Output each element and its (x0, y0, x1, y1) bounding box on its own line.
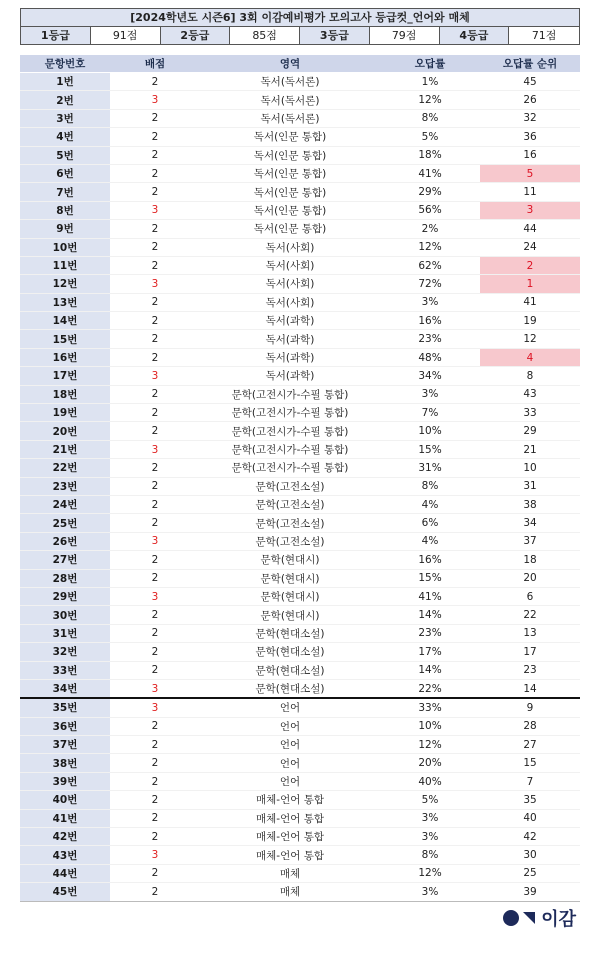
area-cell: 독서(과학) (200, 312, 380, 330)
question-number-cell: 20번 (20, 422, 110, 440)
error-rate-cell: 10% (380, 422, 480, 440)
area-cell: 문학(현대시) (200, 606, 380, 624)
table-row (20, 772, 580, 790)
area-cell: 문학(현대소설) (200, 624, 380, 642)
question-number-cell: 23번 (20, 477, 110, 495)
table-row (20, 238, 580, 256)
area-cell: 문학(고전시가-수필 통합) (200, 422, 380, 440)
table-row (20, 330, 580, 348)
points-cell: 2 (110, 736, 200, 754)
question-number-cell: 13번 (20, 293, 110, 311)
points-cell: 2 (110, 477, 200, 495)
points-cell: 2 (110, 828, 200, 846)
error-rank-cell: 10 (480, 459, 580, 477)
table-row (20, 146, 580, 164)
error-rate-cell: 16% (380, 551, 480, 569)
error-rate-cell: 8% (380, 109, 480, 127)
table-row (20, 846, 580, 864)
table-row (20, 109, 580, 127)
table-row (20, 91, 580, 109)
table-row (20, 828, 580, 846)
column-header-area: 영역 (200, 55, 380, 73)
error-rate-cell: 23% (380, 330, 480, 348)
area-cell: 독서(사회) (200, 256, 380, 274)
question-number-cell: 6번 (20, 164, 110, 182)
area-cell: 매체-언어 통합 (200, 809, 380, 827)
error-rank-cell: 45 (480, 73, 580, 91)
error-rate-cell: 22% (380, 679, 480, 698)
error-rank-cell: 33 (480, 404, 580, 422)
error-rate-cell: 48% (380, 348, 480, 366)
points-cell: 2 (110, 220, 200, 238)
grade-label: 3등급 (300, 27, 370, 44)
points-cell: 2 (110, 183, 200, 201)
points-cell: 3 (110, 679, 200, 698)
error-rate-cell: 12% (380, 736, 480, 754)
error-rate-cell: 20% (380, 754, 480, 772)
table-row (20, 736, 580, 754)
table-row (20, 717, 580, 735)
points-cell: 2 (110, 128, 200, 146)
question-number-cell: 27번 (20, 551, 110, 569)
table-row (20, 440, 580, 458)
area-cell: 문학(현대시) (200, 587, 380, 605)
area-cell: 독서(과학) (200, 367, 380, 385)
error-rank-cell: 16 (480, 146, 580, 164)
points-cell: 2 (110, 717, 200, 735)
points-cell: 2 (110, 312, 200, 330)
question-number-cell: 39번 (20, 772, 110, 790)
error-rank-cell: 13 (480, 624, 580, 642)
error-rank-cell: 7 (480, 772, 580, 790)
error-rank-cell: 27 (480, 736, 580, 754)
error-rank-cell: 38 (480, 495, 580, 513)
question-number-cell: 31번 (20, 624, 110, 642)
error-rate-cell: 12% (380, 91, 480, 109)
area-cell: 매체 (200, 864, 380, 882)
points-cell: 2 (110, 73, 200, 91)
area-cell: 문학(고전소설) (200, 477, 380, 495)
question-number-cell: 37번 (20, 736, 110, 754)
error-rate-cell: 41% (380, 587, 480, 605)
question-number-cell: 2번 (20, 91, 110, 109)
points-cell: 2 (110, 772, 200, 790)
error-rank-cell: 11 (480, 183, 580, 201)
brand-logo (503, 905, 576, 931)
error-rank-cell: 2 (480, 256, 580, 274)
error-rank-cell: 40 (480, 809, 580, 827)
area-cell: 언어 (200, 754, 380, 772)
table-row (20, 422, 580, 440)
area-cell: 문학(고전시가-수필 통합) (200, 404, 380, 422)
table-row (20, 551, 580, 569)
points-cell: 2 (110, 348, 200, 366)
grade-label: 2등급 (161, 27, 231, 44)
points-cell: 2 (110, 293, 200, 311)
table-row (20, 459, 580, 477)
area-cell: 언어 (200, 698, 380, 717)
error-rate-cell: 62% (380, 256, 480, 274)
error-rate-cell: 18% (380, 146, 480, 164)
error-rate-cell: 1% (380, 73, 480, 91)
error-rank-cell: 4 (480, 348, 580, 366)
grade-cut-bar (20, 26, 580, 45)
table-row (20, 220, 580, 238)
points-cell: 3 (110, 698, 200, 717)
question-number-cell: 28번 (20, 569, 110, 587)
error-rank-cell: 44 (480, 220, 580, 238)
error-rate-cell: 33% (380, 698, 480, 717)
question-number-cell: 16번 (20, 348, 110, 366)
table-row (20, 256, 580, 274)
error-rank-cell: 36 (480, 128, 580, 146)
table-row (20, 275, 580, 293)
error-rank-cell: 29 (480, 422, 580, 440)
error-rank-cell: 32 (480, 109, 580, 127)
table-header-row (20, 55, 580, 73)
table-row (20, 348, 580, 366)
error-rank-cell: 26 (480, 91, 580, 109)
points-cell: 2 (110, 495, 200, 513)
table-row (20, 606, 580, 624)
table-row (20, 809, 580, 827)
error-rate-cell: 23% (380, 624, 480, 642)
question-number-cell: 17번 (20, 367, 110, 385)
question-number-cell: 40번 (20, 791, 110, 809)
item-stats-table (20, 55, 580, 902)
area-cell: 독서(독서론) (200, 73, 380, 91)
question-number-cell: 8번 (20, 201, 110, 219)
error-rank-cell: 42 (480, 828, 580, 846)
table-row (20, 643, 580, 661)
table-row (20, 569, 580, 587)
points-cell: 2 (110, 109, 200, 127)
area-cell: 문학(고전시가-수필 통합) (200, 385, 380, 403)
table-row (20, 404, 580, 422)
error-rate-cell: 3% (380, 293, 480, 311)
area-cell: 매체-언어 통합 (200, 791, 380, 809)
column-header-points: 배점 (110, 55, 200, 73)
points-cell: 3 (110, 440, 200, 458)
points-cell: 3 (110, 275, 200, 293)
area-cell: 독서(인문 통합) (200, 201, 380, 219)
error-rate-cell: 17% (380, 643, 480, 661)
points-cell: 3 (110, 532, 200, 550)
brand-name: 이감 (541, 909, 576, 930)
points-cell: 2 (110, 164, 200, 182)
grade-score: 91점 (91, 27, 161, 44)
table-row (20, 183, 580, 201)
question-number-cell: 9번 (20, 220, 110, 238)
table-row (20, 495, 580, 513)
igam-logo-icon (503, 910, 519, 926)
points-cell: 2 (110, 330, 200, 348)
points-cell: 2 (110, 385, 200, 403)
points-cell: 2 (110, 256, 200, 274)
error-rate-cell: 6% (380, 514, 480, 532)
points-cell: 2 (110, 791, 200, 809)
table-row (20, 698, 580, 717)
error-rank-cell: 39 (480, 883, 580, 901)
logo-triangle-icon (523, 912, 535, 924)
grade-score: 79점 (370, 27, 440, 44)
error-rank-cell: 18 (480, 551, 580, 569)
area-cell: 매체 (200, 883, 380, 901)
table-row (20, 477, 580, 495)
points-cell: 2 (110, 404, 200, 422)
error-rate-cell: 40% (380, 772, 480, 790)
error-rate-cell: 7% (380, 404, 480, 422)
area-cell: 독서(인문 통합) (200, 128, 380, 146)
error-rank-cell: 1 (480, 275, 580, 293)
table-row (20, 73, 580, 91)
area-cell: 독서(인문 통합) (200, 220, 380, 238)
error-rate-cell: 3% (380, 809, 480, 827)
points-cell: 2 (110, 754, 200, 772)
error-rank-cell: 5 (480, 164, 580, 182)
question-number-cell: 12번 (20, 275, 110, 293)
grade-score: 71점 (509, 27, 579, 44)
area-cell: 문학(고전소설) (200, 532, 380, 550)
table-row (20, 864, 580, 882)
points-cell: 2 (110, 422, 200, 440)
area-cell: 언어 (200, 772, 380, 790)
points-cell: 3 (110, 367, 200, 385)
error-rate-cell: 14% (380, 606, 480, 624)
grade-label: 1등급 (21, 27, 91, 44)
area-cell: 독서(사회) (200, 238, 380, 256)
error-rate-cell: 2% (380, 220, 480, 238)
error-rate-cell: 15% (380, 569, 480, 587)
question-number-cell: 7번 (20, 183, 110, 201)
question-number-cell: 22번 (20, 459, 110, 477)
error-rate-cell: 12% (380, 864, 480, 882)
question-number-cell: 1번 (20, 73, 110, 91)
error-rank-cell: 43 (480, 385, 580, 403)
question-number-cell: 43번 (20, 846, 110, 864)
error-rate-cell: 56% (380, 201, 480, 219)
table-row (20, 128, 580, 146)
error-rate-cell: 4% (380, 495, 480, 513)
points-cell: 2 (110, 146, 200, 164)
grade-score: 85점 (230, 27, 300, 44)
error-rate-cell: 72% (380, 275, 480, 293)
points-cell: 3 (110, 91, 200, 109)
points-cell: 2 (110, 624, 200, 642)
area-cell: 독서(인문 통합) (200, 183, 380, 201)
points-cell: 2 (110, 238, 200, 256)
question-number-cell: 45번 (20, 883, 110, 901)
question-number-cell: 4번 (20, 128, 110, 146)
area-cell: 언어 (200, 736, 380, 754)
error-rank-cell: 25 (480, 864, 580, 882)
question-number-cell: 41번 (20, 809, 110, 827)
error-rank-cell: 28 (480, 717, 580, 735)
error-rank-cell: 17 (480, 643, 580, 661)
question-number-cell: 10번 (20, 238, 110, 256)
question-number-cell: 36번 (20, 717, 110, 735)
question-number-cell: 3번 (20, 109, 110, 127)
error-rate-cell: 3% (380, 828, 480, 846)
question-number-cell: 14번 (20, 312, 110, 330)
area-cell: 문학(현대시) (200, 551, 380, 569)
error-rate-cell: 15% (380, 440, 480, 458)
error-rate-cell: 8% (380, 477, 480, 495)
question-number-cell: 33번 (20, 661, 110, 679)
error-rank-cell: 22 (480, 606, 580, 624)
points-cell: 3 (110, 587, 200, 605)
error-rank-cell: 9 (480, 698, 580, 717)
area-cell: 매체-언어 통합 (200, 846, 380, 864)
table-row (20, 661, 580, 679)
error-rank-cell: 3 (480, 201, 580, 219)
area-cell: 문학(현대소설) (200, 661, 380, 679)
area-cell: 문학(고전시가-수필 통합) (200, 440, 380, 458)
points-cell: 2 (110, 883, 200, 901)
question-number-cell: 11번 (20, 256, 110, 274)
table-row (20, 883, 580, 901)
area-cell: 독서(독서론) (200, 91, 380, 109)
points-cell: 2 (110, 514, 200, 532)
error-rank-cell: 12 (480, 330, 580, 348)
error-rate-cell: 12% (380, 238, 480, 256)
error-rank-cell: 21 (480, 440, 580, 458)
error-rate-cell: 16% (380, 312, 480, 330)
question-number-cell: 38번 (20, 754, 110, 772)
area-cell: 문학(고전시가-수필 통합) (200, 459, 380, 477)
area-cell: 독서(과학) (200, 330, 380, 348)
error-rate-cell: 4% (380, 532, 480, 550)
error-rank-cell: 30 (480, 846, 580, 864)
error-rate-cell: 3% (380, 385, 480, 403)
error-rank-cell: 34 (480, 514, 580, 532)
error-rate-cell: 8% (380, 846, 480, 864)
column-header-number: 문항번호 (20, 55, 110, 73)
area-cell: 매체-언어 통합 (200, 828, 380, 846)
table-row (20, 754, 580, 772)
error-rank-cell: 41 (480, 293, 580, 311)
area-cell: 문학(고전소설) (200, 495, 380, 513)
points-cell: 2 (110, 661, 200, 679)
table-row (20, 293, 580, 311)
error-rank-cell: 20 (480, 569, 580, 587)
area-cell: 문학(현대소설) (200, 679, 380, 698)
error-rank-cell: 8 (480, 367, 580, 385)
column-header-error-rate: 오답률 (380, 55, 480, 73)
area-cell: 언어 (200, 717, 380, 735)
table-row (20, 514, 580, 532)
table-row (20, 532, 580, 550)
question-number-cell: 18번 (20, 385, 110, 403)
table-row (20, 679, 580, 698)
error-rate-cell: 10% (380, 717, 480, 735)
area-cell: 문학(고전소설) (200, 514, 380, 532)
question-number-cell: 15번 (20, 330, 110, 348)
points-cell: 2 (110, 606, 200, 624)
points-cell: 2 (110, 643, 200, 661)
error-rank-cell: 37 (480, 532, 580, 550)
question-number-cell: 34번 (20, 679, 110, 698)
table-row (20, 791, 580, 809)
area-cell: 독서(사회) (200, 275, 380, 293)
area-cell: 독서(독서론) (200, 109, 380, 127)
area-cell: 문학(현대소설) (200, 643, 380, 661)
table-row (20, 624, 580, 642)
error-rate-cell: 41% (380, 164, 480, 182)
area-cell: 독서(과학) (200, 348, 380, 366)
error-rate-cell: 5% (380, 128, 480, 146)
error-rate-cell: 29% (380, 183, 480, 201)
grade-cut-sheet (20, 8, 580, 902)
table-row (20, 587, 580, 605)
points-cell: 2 (110, 551, 200, 569)
points-cell: 2 (110, 569, 200, 587)
error-rate-cell: 31% (380, 459, 480, 477)
question-number-cell: 19번 (20, 404, 110, 422)
table-row (20, 312, 580, 330)
error-rank-cell: 24 (480, 238, 580, 256)
column-header-error-rank: 오답률 순위 (480, 55, 580, 73)
question-number-cell: 26번 (20, 532, 110, 550)
question-number-cell: 5번 (20, 146, 110, 164)
question-number-cell: 29번 (20, 587, 110, 605)
table-row (20, 201, 580, 219)
area-cell: 독서(사회) (200, 293, 380, 311)
error-rate-cell: 5% (380, 791, 480, 809)
page-title: [2024학년도 시즌6] 3회 이감예비평가 모의고사 등급컷_언어와 매체 (20, 8, 580, 26)
question-number-cell: 35번 (20, 698, 110, 717)
error-rank-cell: 35 (480, 791, 580, 809)
error-rank-cell: 14 (480, 679, 580, 698)
points-cell: 3 (110, 201, 200, 219)
question-number-cell: 44번 (20, 864, 110, 882)
area-cell: 독서(인문 통합) (200, 146, 380, 164)
question-number-cell: 25번 (20, 514, 110, 532)
error-rank-cell: 31 (480, 477, 580, 495)
error-rank-cell: 19 (480, 312, 580, 330)
table-row (20, 164, 580, 182)
points-cell: 3 (110, 846, 200, 864)
error-rank-cell: 23 (480, 661, 580, 679)
error-rate-cell: 3% (380, 883, 480, 901)
grade-label: 4등급 (440, 27, 510, 44)
question-number-cell: 42번 (20, 828, 110, 846)
error-rank-cell: 6 (480, 587, 580, 605)
points-cell: 2 (110, 809, 200, 827)
error-rank-cell: 15 (480, 754, 580, 772)
error-rate-cell: 14% (380, 661, 480, 679)
table-row (20, 367, 580, 385)
question-number-cell: 21번 (20, 440, 110, 458)
question-number-cell: 30번 (20, 606, 110, 624)
question-number-cell: 24번 (20, 495, 110, 513)
points-cell: 2 (110, 864, 200, 882)
error-rate-cell: 34% (380, 367, 480, 385)
area-cell: 문학(현대시) (200, 569, 380, 587)
table-row (20, 385, 580, 403)
points-cell: 2 (110, 459, 200, 477)
question-number-cell: 32번 (20, 643, 110, 661)
area-cell: 독서(인문 통합) (200, 164, 380, 182)
table-body (20, 73, 580, 902)
